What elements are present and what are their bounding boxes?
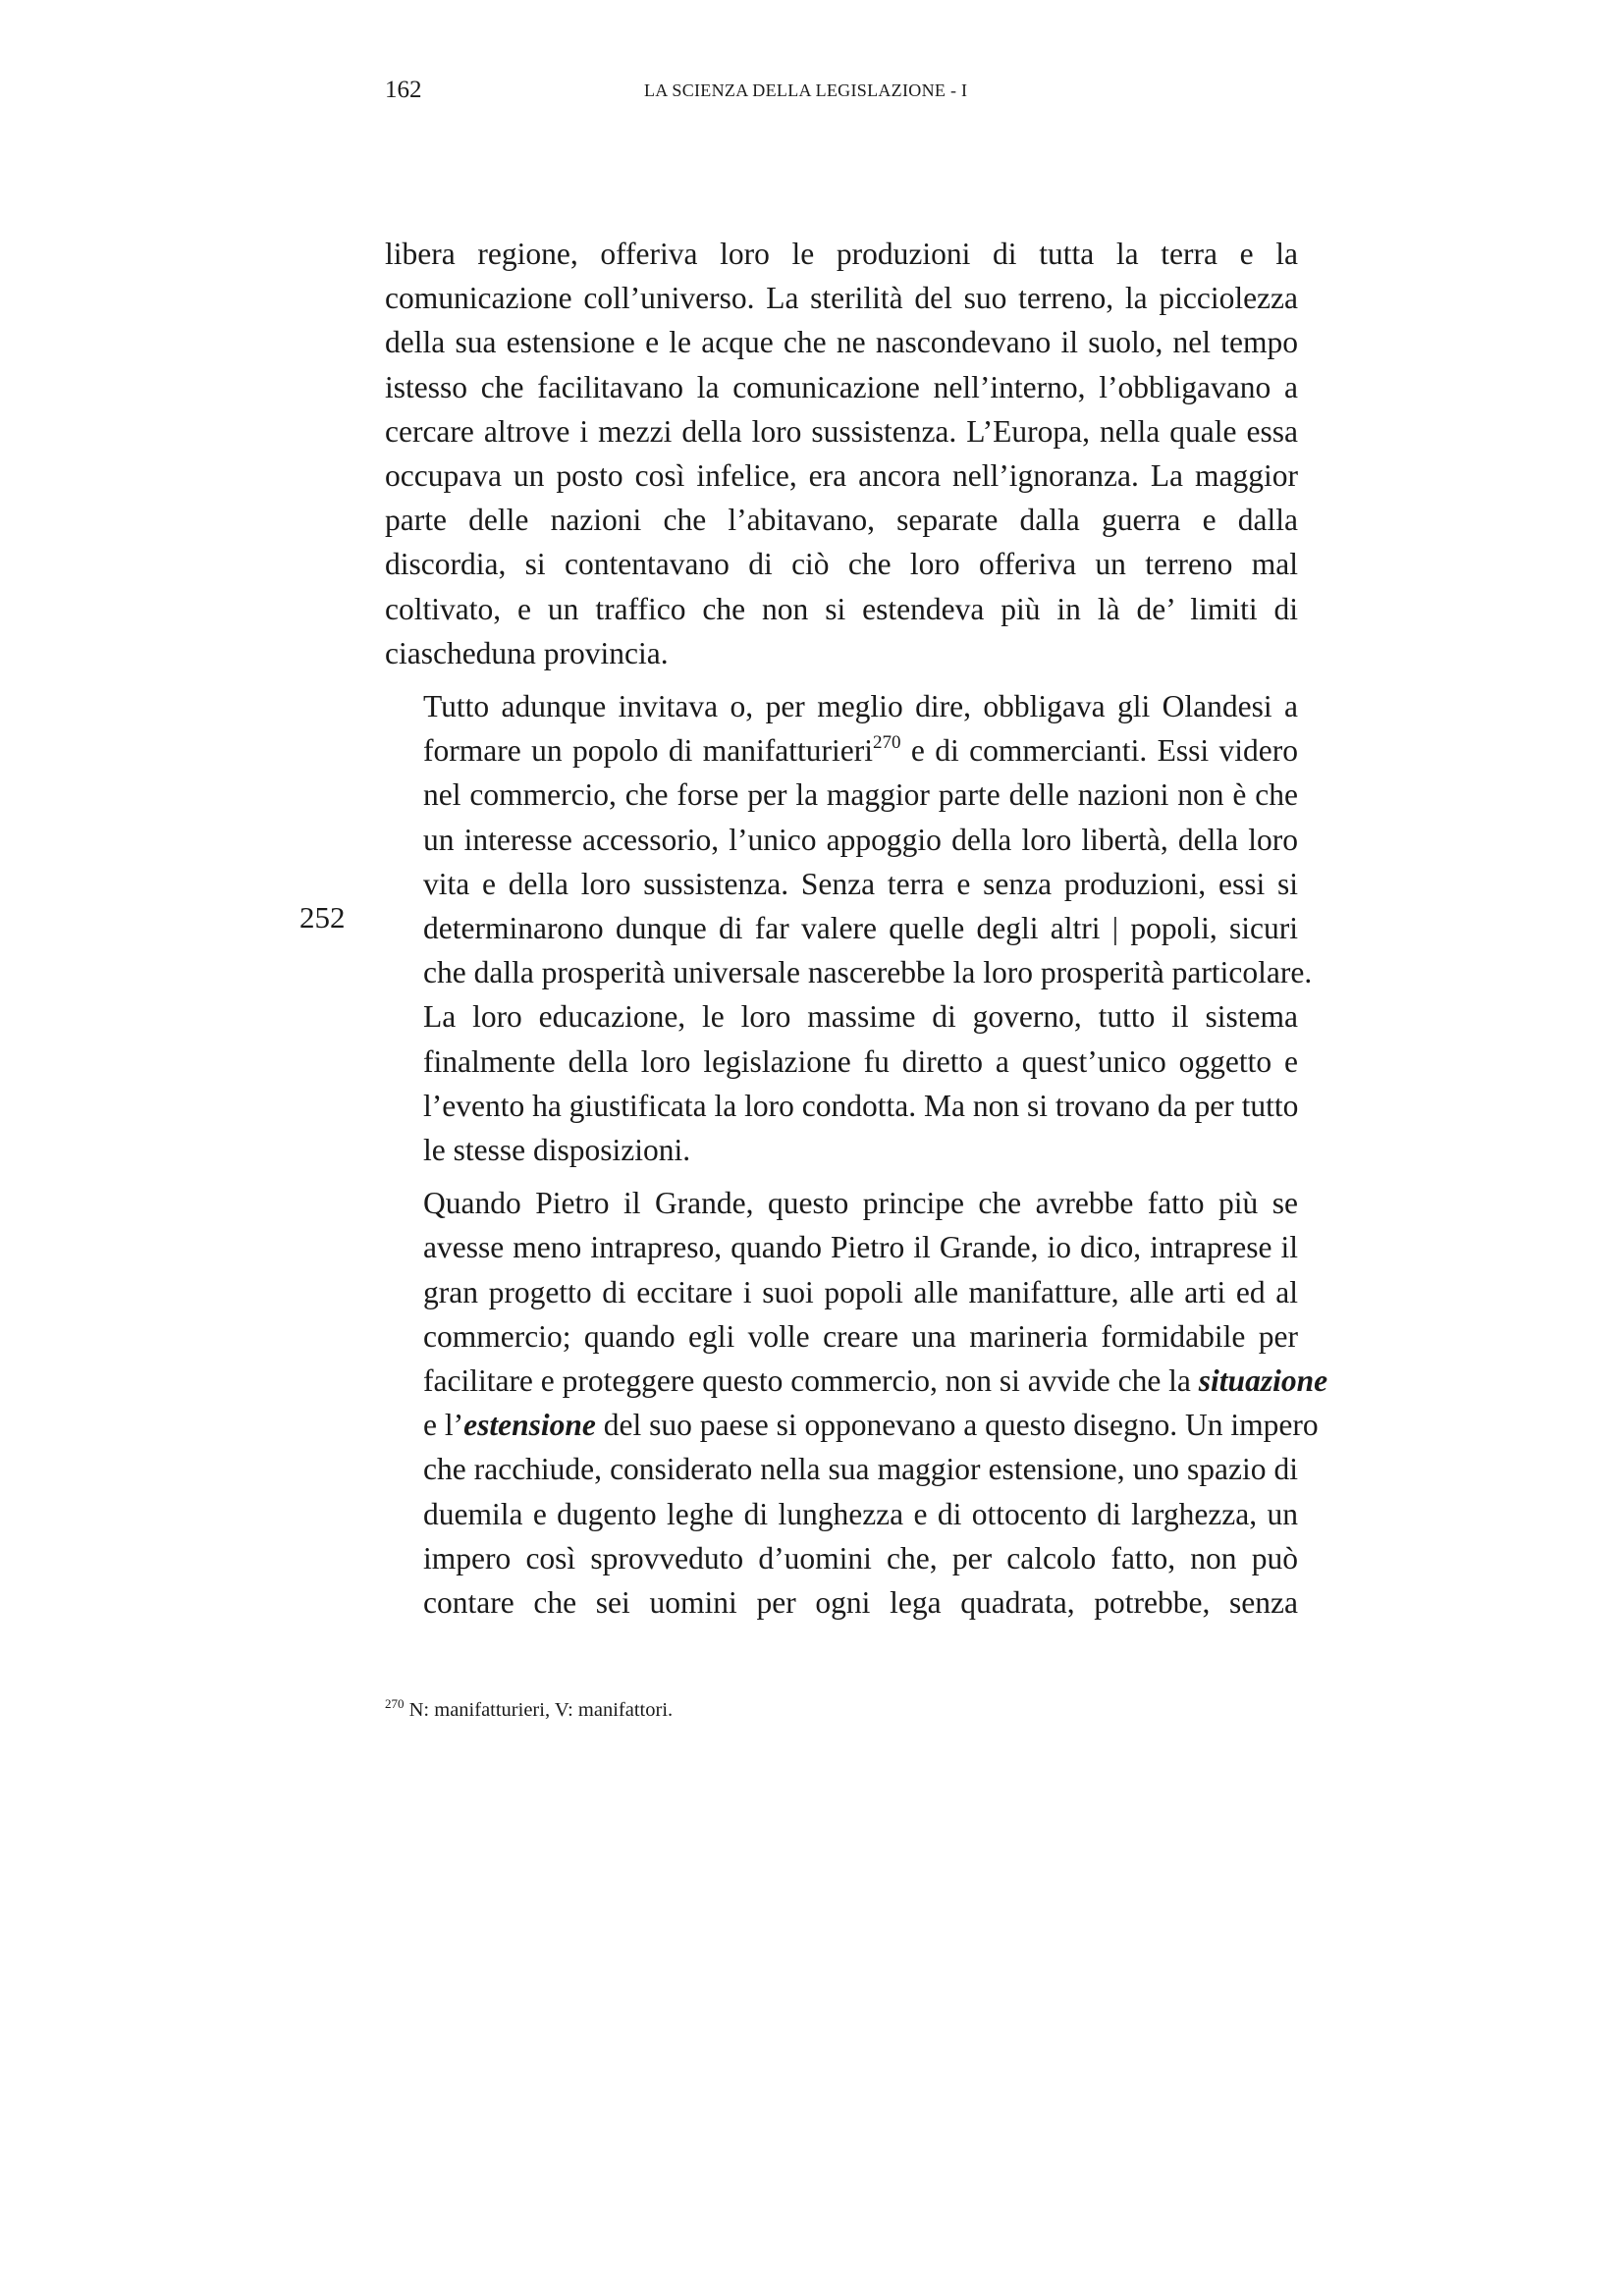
page-number: 162 bbox=[385, 77, 422, 103]
running-title: LA SCIENZA DELLA LEGISLAZIONE - I bbox=[644, 80, 968, 100]
text-line bbox=[385, 1359, 1328, 1403]
body-text bbox=[385, 232, 1328, 1625]
text-line: l’evento ha giustificata la loro condotta. Ma non si trovano da per tutto bbox=[423, 1088, 1299, 1123]
text-line bbox=[385, 728, 1298, 773]
text-line: finalmente della loro legislazione fu diretto a quest’unico oggetto e bbox=[423, 1043, 1298, 1079]
text-line: ciascheduna provincia. bbox=[385, 635, 669, 670]
text-line: occupava un posto così infelice, era ancora nell’ignoranza. La maggior bbox=[385, 458, 1298, 494]
text-line: nel commercio, che forse per la maggior parte delle nazioni non è che bbox=[423, 777, 1298, 813]
text-line: istesso che facilitavano la comunicazione nell’interno, l’obbligavano a bbox=[385, 369, 1298, 404]
text-segment: facilitare e proteggere questo commercio, non si avvide che la bbox=[423, 1363, 1199, 1399]
text-line: duemila e dugento leghe di lunghezza e di ottocento di larghezza, un bbox=[423, 1496, 1298, 1531]
text-line: un interesse accessorio, l’unico appoggio della loro libertà, della loro bbox=[423, 822, 1298, 857]
paragraph-3 bbox=[385, 1181, 1328, 1625]
text-line: che dalla prosperità universale nascerebbe la loro prosperità particolare. bbox=[423, 955, 1313, 990]
text-line: discordia, si contentavano di ciò che loro offeriva un terreno mal bbox=[385, 547, 1298, 582]
text-segment: e di commercianti. Essi videro bbox=[900, 733, 1298, 769]
text-line: La loro educazione, le loro massime di governo, tutto il sistema bbox=[423, 999, 1298, 1035]
paragraph-1 bbox=[385, 232, 1298, 675]
text-segment: e l’ bbox=[423, 1408, 464, 1443]
text-line: le stesse disposizioni. bbox=[423, 1133, 691, 1168]
text-line bbox=[385, 1403, 1319, 1447]
text-line: avesse meno intrapreso, quando Pietro il Grande, io dico, intraprese il bbox=[423, 1230, 1298, 1265]
text-line: parte delle nazioni che l’abitavano, separate dalla guerra e dalla bbox=[385, 503, 1298, 538]
text-line: gran progetto di eccitare i suoi popoli alle manifatture, alle arti ed al bbox=[423, 1274, 1298, 1309]
paragraph-2 bbox=[385, 684, 1313, 1172]
footnote-number: 270 bbox=[385, 1696, 405, 1711]
text-line: Tutto adunque invitava o, per meglio dire, obbligava gli Olandesi a bbox=[423, 689, 1298, 724]
text-line: che racchiude, considerato nella sua maggior estensione, uno spazio di bbox=[423, 1452, 1298, 1487]
text-line: vita e della loro sussistenza. Senza terra e senza produzioni, essi si bbox=[423, 866, 1298, 901]
text-line: libera regione, offeriva loro le produzioni di tutta la terra e la bbox=[385, 237, 1298, 271]
footnote-text: N: manifatturieri, V: manifattori. bbox=[404, 1699, 674, 1721]
emphasis-term: estensione bbox=[463, 1408, 596, 1443]
text-line: della sua estensione e le acque che ne nascondevano il suolo, nel tempo bbox=[385, 325, 1298, 360]
text-segment: del suo paese si opponevano a questo disegno. Un impero bbox=[595, 1408, 1319, 1443]
emphasis-term: situazione bbox=[1198, 1363, 1328, 1399]
footnote bbox=[385, 1696, 674, 1722]
marginal-page-number: 252 bbox=[299, 900, 346, 934]
text-line: comunicazione coll’universo. La sterilità del suo terreno, la picciolezza bbox=[385, 281, 1298, 316]
text-segment: formare un popolo di manifatturieri bbox=[423, 733, 873, 769]
text-line: commercio; quando egli volle creare una marineria formidabile per bbox=[423, 1318, 1298, 1354]
running-header bbox=[385, 77, 1298, 112]
text-line: determinarono dunque di far valere quelle degli altri | popoli, sicuri bbox=[423, 911, 1298, 946]
text-line: Quando Pietro il Grande, questo principe che avrebbe fatto più se bbox=[423, 1186, 1298, 1221]
text-line: cercare altrove i mezzi della loro sussistenza. L’Europa, nella quale essa bbox=[385, 413, 1298, 449]
text-line: impero così sprovveduto d’uomini che, per calcolo fatto, non può bbox=[423, 1540, 1298, 1575]
text-line: coltivato, e un traffico che non si estendeva più in là de’ limiti di bbox=[385, 591, 1298, 626]
text-line: contare che sei uomini per ogni lega quadrata, potrebbe, senza bbox=[423, 1585, 1298, 1621]
footnote-reference[interactable]: 270 bbox=[872, 732, 901, 754]
